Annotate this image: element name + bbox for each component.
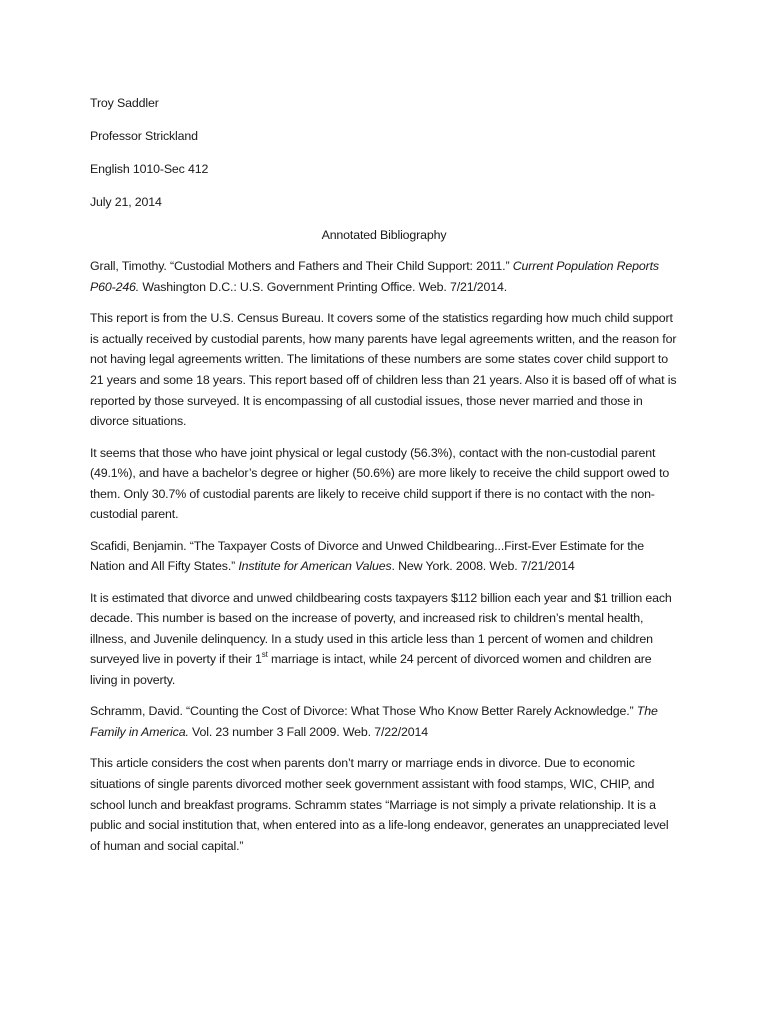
citation-source-title: Current Population Reports P60-246.	[90, 259, 659, 294]
citation-schramm	[90, 701, 680, 742]
citation-lead: Scafidi, Benjamin. “The Taxpayer Costs of Divorce and Unwed Childbearing...First-Ever Estimate for the Nation and All Fifty States.”	[90, 538, 644, 574]
citation-tail: Vol. 23 number 3 Fall 2009. Web. 7/22/2014	[188, 725, 428, 740]
professor-name: Professor Strickland	[90, 128, 198, 143]
citation-source-title: Institute for American Values	[238, 559, 392, 574]
paragraph-text: marriage is intact, while 24 percent of divorced women and children are living in poverty.	[90, 652, 652, 688]
annotation-paragraph: This report is from the U.S. Census Bureau. It covers some of the statistics regarding how much child support is actually received by custodial parents, how many parents have legal agreements written, and the reason for not having legal agreements written. The limitations of these numbers are some states cover child support to 21 years and some 18 years. This report based off of children less than 21 years. Also it is based off of what is reported by those surveyed. It is encompassing of all custodial issues, those never married and those in divorce situations.	[90, 311, 677, 429]
annotation-paragraph: This article considers the cost when parents don’t marry or marriage ends in divorce. Due to economic situations of single parents divorced mother seek government assistant with food stamps, WIC, CHIP, and school lunch and breakfast programs. Schramm states “Marriage is not simply a private relationship. It is a public and social institution that, when entered into as a life-long endeavor, generates an unappreciated level of human and social capital.”	[90, 756, 669, 853]
ordinal-suffix: st	[261, 650, 268, 660]
document-body	[90, 93, 680, 867]
document-title: Annotated Bibliography	[321, 227, 447, 242]
citation-grall	[90, 256, 680, 297]
citation-tail: Washington D.C.: U.S. Government Printing Office. Web. 7/21/2014.	[139, 279, 508, 294]
citation-tail: . New York. 2008. Web. 7/21/2014	[391, 559, 575, 574]
annotation-paragraph: It seems that those who have joint physical or legal custody (56.3%), contact with the non-custodial parent (49.1%), and have a bachelor’s degree or higher (50.6%) are more likely to receive the child support owed to them. Only 30.7% of custodial parents are likely to receive child support if there is no contact with the non-custodial parent.	[90, 445, 670, 522]
annotation-paragraph	[90, 588, 680, 691]
course-name: English 1010-Sec 412	[90, 161, 209, 176]
citation-lead: Schramm, David. “Counting the Cost of Divorce: What Those Who Know Better Rarely Acknowledge.”	[90, 704, 637, 719]
citation-scafidi	[90, 536, 680, 577]
citation-lead: Grall, Timothy. “Custodial Mothers and Fathers and Their Child Support: 2011.”	[90, 259, 513, 274]
citation-source-title: The Family in America.	[90, 704, 658, 740]
document-date: July 21, 2014	[90, 194, 162, 209]
student-name: Troy Saddler	[90, 96, 159, 110]
paragraph-text: It is estimated that divorce and unwed childbearing costs taxpayers $112 billion each year and $1 trillion each decade. This number is based on the increase of poverty, and increased risk to children’s mental health, illness, and Juvenile delinquency. In a study used in this article less than 1 percent of women and children surveyed live in poverty if their 1	[90, 590, 672, 667]
